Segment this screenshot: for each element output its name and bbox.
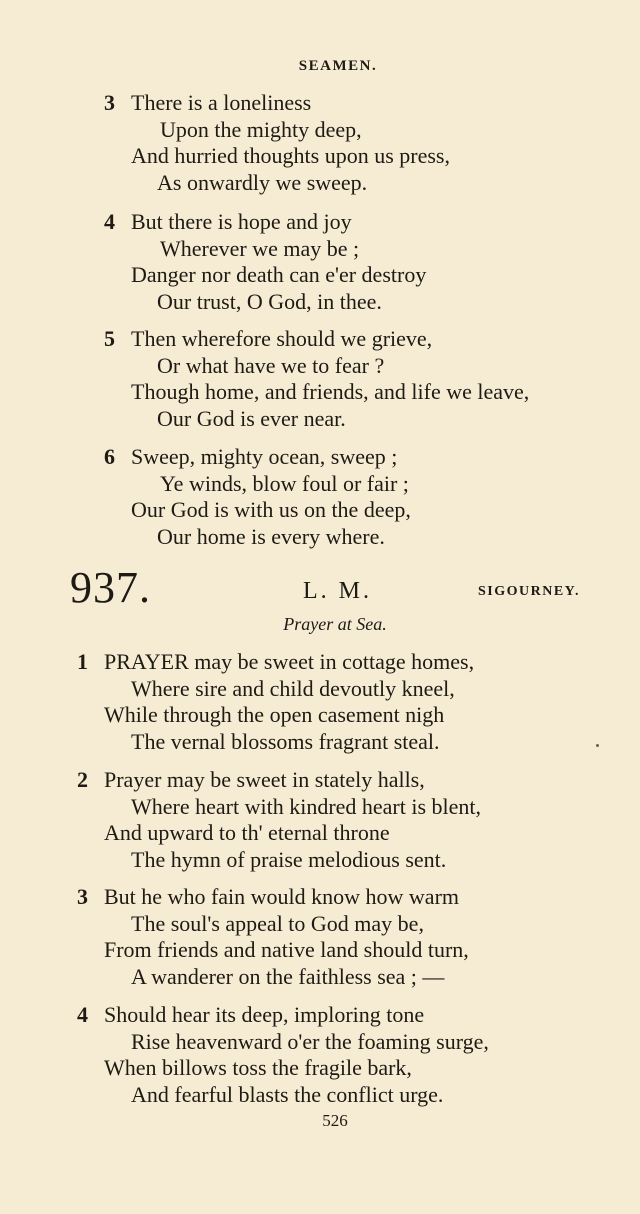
verse-line: Our trust, O God, in thee. [157,288,382,314]
verse-line: A wanderer on the faithless sea ; — [131,963,445,989]
verse-line: The soul's appeal to God may be, [131,910,424,936]
stanza-number: 3 [104,90,115,115]
verse-text: Prayer may be sweet in stately halls, [104,767,425,792]
verse-line [0,1002,640,1029]
verse-line: The vernal blossoms fragrant steal. [131,728,440,754]
verse-line: Rise heavenward o'er the foaming surge, [131,1028,489,1054]
stanza-number: 6 [104,444,115,469]
hymn-meter: L. M. [303,578,372,604]
stanza [0,326,640,432]
verse-line: Our home is every where. [157,523,385,549]
verse-line: Ye winds, blow foul or fair ; [160,470,409,496]
hymn-heading [0,560,640,620]
hymn-number: 937. [70,563,151,612]
verse-line [0,209,640,236]
stanza [0,1002,640,1108]
verse-line: And upward to th' eternal throne [104,820,390,845]
verse-line [0,884,640,911]
verse-line [0,767,640,794]
stanza [0,767,640,873]
running-head: SEAMEN. [298,58,378,74]
page-number: 526 [322,1111,348,1130]
verse-text: But there is hope and joy [131,209,352,234]
verse-text: PRAYER may be sweet in cottage homes, [104,649,475,674]
stanza-number: 1 [77,649,88,674]
stanza [0,649,640,755]
hymn-author: SIGOURNEY. [478,584,581,599]
verse-line: As onwardly we sweep. [157,169,368,195]
print-speck [596,744,599,747]
verse-line: When billows toss the fragile bark, [104,1055,412,1080]
verse-text: Should hear its deep, imploring tone [104,1002,425,1027]
verse-text: Then wherefore should we grieve, [131,326,433,351]
verse-line [0,444,640,471]
verse-line: Our God is ever near. [157,405,346,431]
verse-line: Where heart with kindred heart is blent, [131,793,482,819]
hymn-title: Prayer at Sea. [283,614,387,634]
verse-line: From friends and native land should turn, [104,937,469,962]
verse-line [0,649,640,676]
verse-text: But he who fain would know how warm [104,884,460,909]
verse-line: Danger nor death can e'er destroy [131,262,427,287]
verse-line: And fearful blasts the conflict urge. [131,1081,444,1107]
verse-line: Upon the mighty deep, [160,116,362,142]
stanza [0,209,640,315]
verse-line: Or what have we to fear ? [157,352,385,378]
verse-line [0,90,640,117]
stanza-number: 4 [77,1002,88,1027]
stanza [0,884,640,990]
verse-line: Our God is with us on the deep, [131,497,411,522]
stanza-number: 4 [104,209,115,234]
stanza-number: 5 [104,326,115,351]
verse-line: And hurried thoughts upon us press, [131,143,450,168]
stanza [0,90,640,196]
stanza-number: 3 [77,884,88,909]
verse-line: The hymn of praise melodious sent. [131,846,447,872]
stanza [0,444,640,550]
stanza-number: 2 [77,767,88,792]
verse-line [0,326,640,353]
verse-text: There is a loneliness [131,90,312,115]
verse-line: While through the open casement nigh [104,702,445,727]
verse-line: Where sire and child devoutly kneel, [131,675,455,701]
verse-text: Sweep, mighty ocean, sweep ; [131,444,398,469]
verse-line: Though home, and friends, and life we leave, [131,379,530,404]
verse-line: Wherever we may be ; [160,235,360,261]
